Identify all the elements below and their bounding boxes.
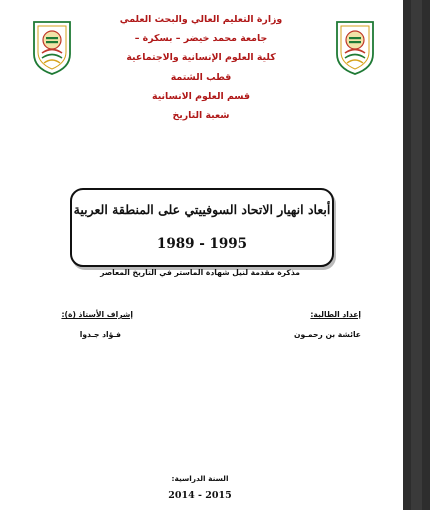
institution-header	[94, 10, 308, 125]
scrollbar-thumb[interactable]	[411, 0, 422, 510]
university-emblem-icon	[333, 20, 377, 76]
thesis-degree-note: مذكرة مقدمة لنيل شهادة الماستر في التاريخ المعاصر	[100, 268, 300, 277]
thesis-title-years: 1989 - 1995	[156, 236, 248, 252]
university-line: جامعة محمد خيضر – بسكرة –	[134, 33, 268, 45]
branch-line: شعبة التاريخ	[172, 110, 230, 122]
student-name: عائشة بن رحمـون	[294, 330, 361, 339]
student-label: إعداد الطالبة:	[310, 310, 361, 319]
academic-year-label: السنة الدراسية:	[171, 474, 229, 483]
campus-line: قطب الشتمة	[170, 71, 232, 83]
thesis-title-box	[70, 188, 334, 267]
academic-year-value: 2014 - 2015	[168, 490, 232, 501]
department-line: قسم العلوم الانسانية	[152, 90, 250, 102]
viewer-scrollbar[interactable]	[403, 0, 430, 510]
university-emblem-icon	[30, 20, 74, 76]
faculty-line: كلية العلوم الإنسانية والاجتماعية	[126, 52, 276, 64]
thesis-title: أبعاد انهيار الاتحاد السوفييتي على المنطقة العربية	[73, 202, 331, 217]
supervisor-label: إشراف الأستاذ (ة):	[61, 310, 133, 319]
ministry-line: وزارة التعليم العالي والبحث العلمي	[119, 14, 283, 25]
supervisor-name: فـؤاد جـدوا	[79, 330, 121, 339]
